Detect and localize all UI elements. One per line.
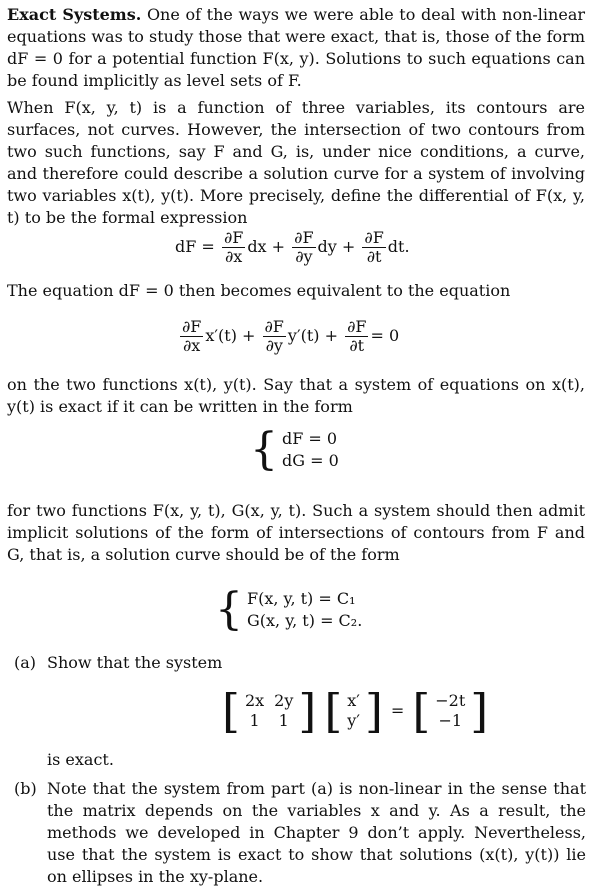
eq2-frac-t: $\frac{\partial F}{\partial t}$ [347,317,367,355]
coefficient-matrix: [ 2x 2y 1 1 ] [222,684,317,738]
paragraph-2-text: When F(x, y, t) is a function of three variables, its contours are surfaces, not curves. However, the intersection of two contours from two such functions, say F and G, is, under nice conditions, a curve, and therefore could describe a solution curve for a system of involving two variables x(t), y(t). More precisely, define the differential of F(x, y, t) to be the formal expression [7,98,585,227]
system-row-1: F(x, y, t) = C₁ [247,589,356,608]
matrix-cell: 2y [274,691,294,710]
system-level-sets [215,584,363,635]
matrix-cell: 1 [278,711,289,730]
equation-differential [175,229,410,266]
paragraph-3 [7,280,585,302]
eq2-rhs: = 0 [370,326,400,345]
part-b [14,778,586,888]
eq1-dy: dy + [317,237,356,256]
part-a-after-text: is exact. [47,750,114,769]
eq1-lhs: dF = [175,237,215,256]
derivative-vector: [ x′ y′ ] [324,684,383,738]
part-a-label: (a) [14,653,37,672]
part-b-text: Note that the system from part (a) is non-linear in the sense that the matrix depends on the variables x and y. As a result, the methods we developed in Chapter 9 don’t apply. Nevertheless, use that the system is exact to show that solutions (x(t), y(t)) lie on ellipses in the xy-plane. [47,779,586,886]
matrix-cell: 1 [249,711,260,730]
system-row-2: G(x, y, t) = C₂. [247,611,363,630]
part-a [14,652,586,674]
rhs-vector: [ −2t −1 ] [412,684,489,738]
eq2-xprime: x′(t) + [205,326,256,345]
vector-cell: −2t [435,691,466,710]
equation-chain-rule [178,318,399,355]
paragraph-3-text: The equation dF = 0 then becomes equivalent to the equation [7,281,511,300]
vector-cell: x′ [347,691,360,710]
matrix-cell: 2x [244,691,265,710]
eq1-dt: dt. [387,237,410,256]
system-exact-form [250,424,339,475]
intro-paragraph [7,4,585,92]
section-heading: Exact Systems. [7,5,142,24]
paragraph-4-text: on the two functions x(t), y(t). Say that a system of equations on x(t), y(t) is exact if it can be written in the form [7,375,585,416]
vector-cell: −1 [438,711,463,730]
paragraph-5 [7,500,585,566]
left-brace: { [250,424,278,475]
intro-text: One of the ways we were able to deal with non-linear equations was to study those that were exact, that is, those of the form dF = 0 for a potential function F(x, y). Solutions to such equations can be found implicitly as level sets of F. [7,5,586,90]
left-brace: { [215,584,243,635]
equals-sign: = [390,701,405,720]
part-a-after [14,749,586,771]
paragraph-2 [7,97,585,229]
part-b-label: (b) [14,779,37,798]
paragraph-5-text: for two functions F(x, y, t), G(x, y, t). Such a system should then admit implicit solutions of the form of intersections of contours from F and G, that is, a solution curve should be of the form [7,501,585,564]
eq1-dx: dx + [247,237,286,256]
eq1-frac-x: $\frac{\partial F}{\partial x}$ [223,228,244,266]
part-a-text: Show that the system [47,653,223,672]
paragraph-4 [7,374,585,418]
eq2-frac-y: $\frac{\partial F}{\partial y}$ [264,317,284,355]
matrix-equation [218,684,492,738]
eq1-frac-t: $\frac{\partial F}{\partial t}$ [364,228,384,266]
vector-cell: y′ [347,711,360,730]
system-row-1: dF = 0 [282,429,338,448]
system-row-2: dG = 0 [282,451,339,470]
eq2-yprime: y′(t) + [287,326,338,345]
eq2-frac-x: $\frac{\partial F}{\partial x}$ [182,317,202,355]
eq1-frac-y: $\frac{\partial F}{\partial y}$ [294,228,314,266]
